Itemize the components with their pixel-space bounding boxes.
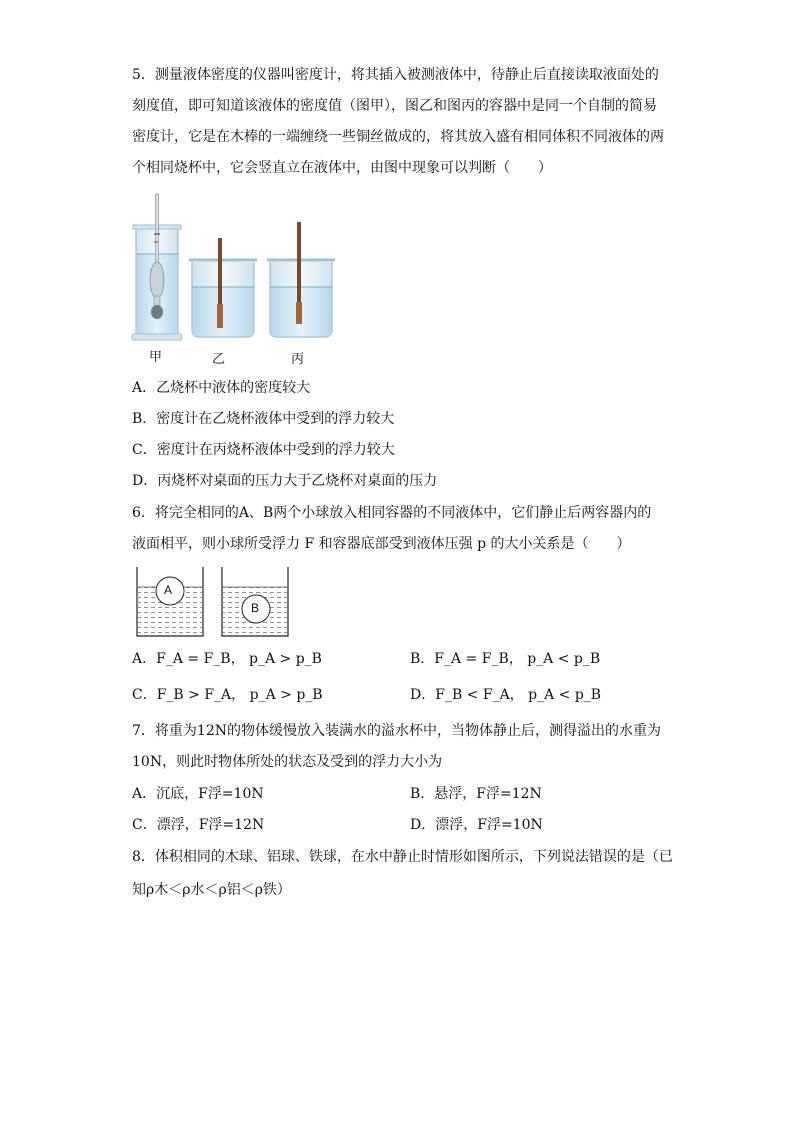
caption-bing: 丙 — [291, 352, 305, 367]
q5-line-2: 刻度值，即可知道该液体的密度值（图甲），图乙和图丙的容器中是同一个自制的简易 — [132, 98, 657, 114]
q8-line-2: 知ρ木＜ρ水＜ρ铝＜ρ铁） — [132, 882, 291, 898]
q8-line-1: 8．体积相同的木球、铝球、铁球，在水中静止时情形如图所示，下列说法错误的是（已 — [132, 849, 673, 865]
caption-jia: 甲 — [149, 350, 163, 365]
ball-a-label: A — [164, 583, 173, 597]
q6-figure — [130, 565, 295, 640]
q7-option-c[interactable]: C．漂浮，F浮=12N — [132, 817, 265, 833]
beaker-yi — [189, 238, 257, 337]
caption-yi: 乙 — [212, 352, 226, 367]
q7-option-d[interactable]: D．漂浮，F浮=10N — [410, 817, 543, 833]
q6-option-d[interactable]: D．F_B < F_A， p_A < p_B — [410, 687, 602, 703]
q5-option-d[interactable]: D．丙烧杯对桌面的压力大于乙烧杯对桌面的压力 — [132, 473, 438, 489]
q5-line-3: 密度计，它是在木棒的一端缠绕一些铜丝做成的，将其放入盛有相同体积不同液体的两 — [132, 129, 664, 145]
q5-option-a[interactable]: A．乙烧杯中液体的密度较大 — [132, 380, 311, 396]
q7-line-1: 7．将重为12N的物体缓慢放入装满水的溢水杯中，当物体静止后，测得溢出的水重为 — [132, 723, 661, 739]
ball-b-label: B — [251, 601, 260, 615]
q6-option-a[interactable]: A．F_A = F_B， p_A > p_B — [132, 651, 322, 667]
q6-line-2: 液面相平，则小球所受浮力 F 和容器底部受到液体压强 p 的大小关系是（ ） — [132, 536, 631, 552]
q6-option-c[interactable]: C．F_B > F_A， p_A > p_B — [132, 687, 323, 703]
q6-option-b[interactable]: B．F_A = F_B， p_A < p_B — [410, 651, 601, 667]
q6-line-1: 6．将完全相同的A、B两个小球放入相同容器的不同液体中，它们静止后两容器内的 — [132, 505, 652, 521]
q5-figure — [130, 192, 340, 347]
q7-line-2: 10N，则此时物体所处的状态及受到的浮力大小为 — [132, 754, 443, 770]
q5-option-c[interactable]: C．密度计在丙烧杯液体中受到的浮力较大 — [132, 442, 395, 458]
q5-line-4: 个相同烧杯中，它会竖直立在液体中，由图中现象可以判断（ ） — [132, 160, 552, 176]
q5-line-1: 5．测量液体密度的仪器叫密度计，将其插入被测液体中，待静止后直接读取液面处的 — [132, 67, 659, 83]
container-a — [137, 567, 203, 636]
q5-option-b[interactable]: B．密度计在乙烧杯液体中受到的浮力较大 — [132, 411, 395, 427]
q7-option-a[interactable]: A．沉底，F浮=10N — [132, 786, 264, 802]
beaker-bing — [267, 222, 335, 337]
q7-option-b[interactable]: B．悬浮，F浮=12N — [410, 786, 542, 802]
